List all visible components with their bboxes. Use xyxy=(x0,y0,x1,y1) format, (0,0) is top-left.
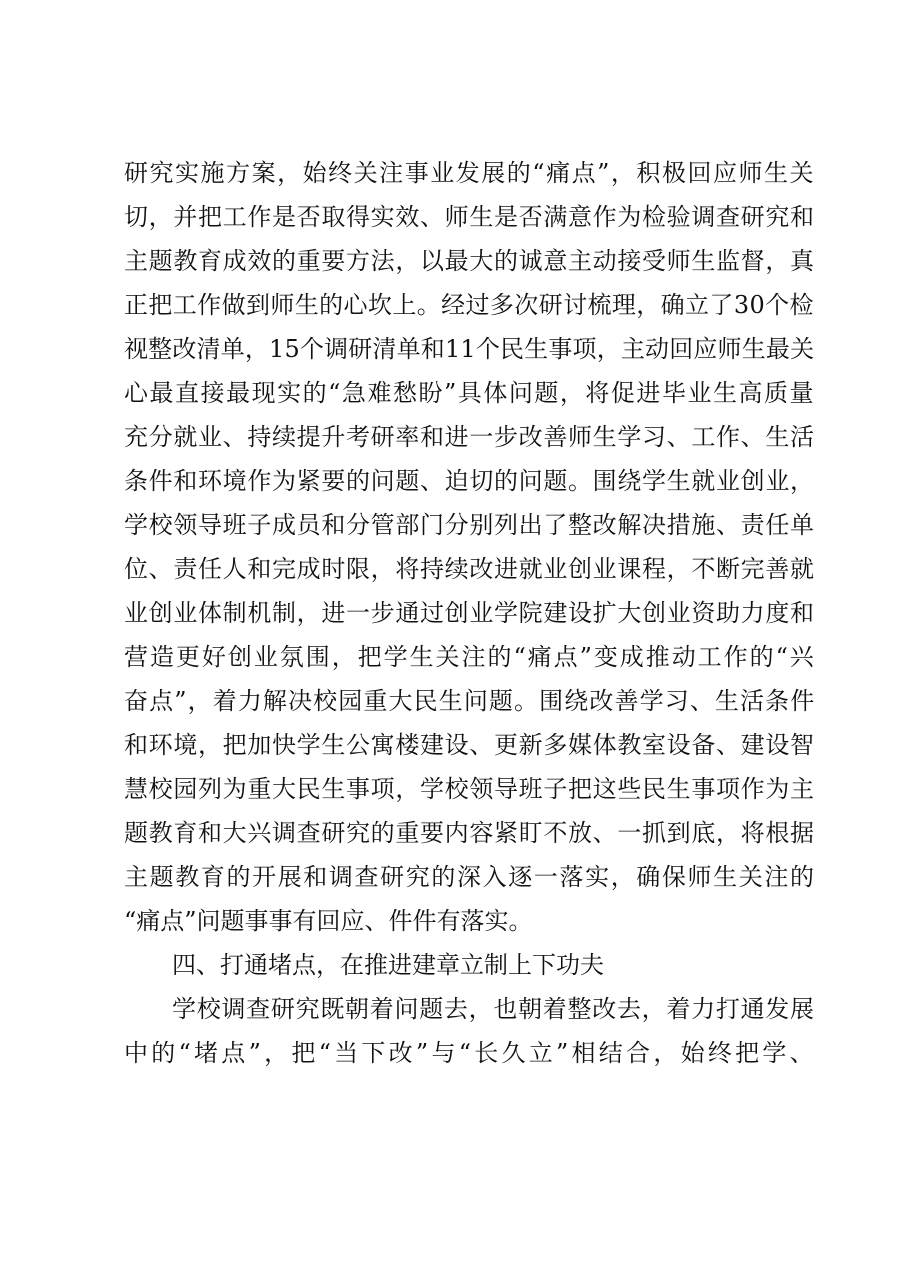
paragraph-line: 中的“堵点”，把“当下改”与“长久立”相结合，始终把学、 xyxy=(124,1039,817,1067)
paragraph-line: 条件和环境作为紧要的问题、迫切的问题。围绕学生就业创业， xyxy=(124,467,815,495)
paragraph-line: 营造更好创业氛围，把学生关注的“痛点”变成推动工作的“兴 xyxy=(124,643,816,671)
paragraph-line: 位、责任人和完成时限，将持续改进就业创业课程，不断完善就 xyxy=(124,555,815,583)
paragraph-line: 慧校园列为重大民生事项，学校领导班子把这些民生事项作为主 xyxy=(124,775,815,803)
paragraph-line: 学校领导班子成员和分管部门分别列出了整改解决措施、责任单 xyxy=(124,511,815,539)
paragraph-line: 充分就业、持续提升考研率和进一步改善师生学习、工作、生活 xyxy=(124,423,815,451)
section-heading: 四、打通堵点，在推进建章立制上下功夫 xyxy=(172,951,604,979)
paragraph-line: 主题教育的开展和调查研究的深入逐一落实，确保师生关注的 xyxy=(124,863,816,891)
paragraph-line: 和环境，把加快学生公寓楼建设、更新多媒体教室设备、建设智 xyxy=(124,731,815,759)
paragraph-line: 研究实施方案，始终关注事业发展的“痛点”，积极回应师生关 xyxy=(124,159,816,187)
paragraph-line: 奋点”，着力解决校园重大民生问题。围绕改善学习、生活条件 xyxy=(124,687,816,715)
paragraph-line: “痛点”问题事事有回应、件件有落实。 xyxy=(124,907,533,935)
paragraph-line: 题教育和大兴调查研究的重要内容紧盯不放、一抓到底，将根据 xyxy=(124,819,815,847)
paragraph-line: 业创业体制机制，进一步通过创业学院建设扩大创业资助力度和 xyxy=(124,599,815,627)
paragraph-line: 心最直接最现实的“急难愁盼”具体问题，将促进毕业生高质量 xyxy=(124,379,816,407)
paragraph-line: 学校调查研究既朝着问题去，也朝着整改去，着力打通发展 xyxy=(172,995,815,1023)
paragraph-line: 视整改清单，15个调研清单和11个民生事项，主动回应师生最关 xyxy=(124,335,815,363)
paragraph-line: 切，并把工作是否取得实效、师生是否满意作为检验调查研究和 xyxy=(124,203,815,231)
paragraph-line: 正把工作做到师生的心坎上。经过多次研讨梳理，确立了30个检 xyxy=(124,291,814,319)
paragraph-line: 主题教育成效的重要方法，以最大的诚意主动接受师生监督，真 xyxy=(124,247,815,275)
